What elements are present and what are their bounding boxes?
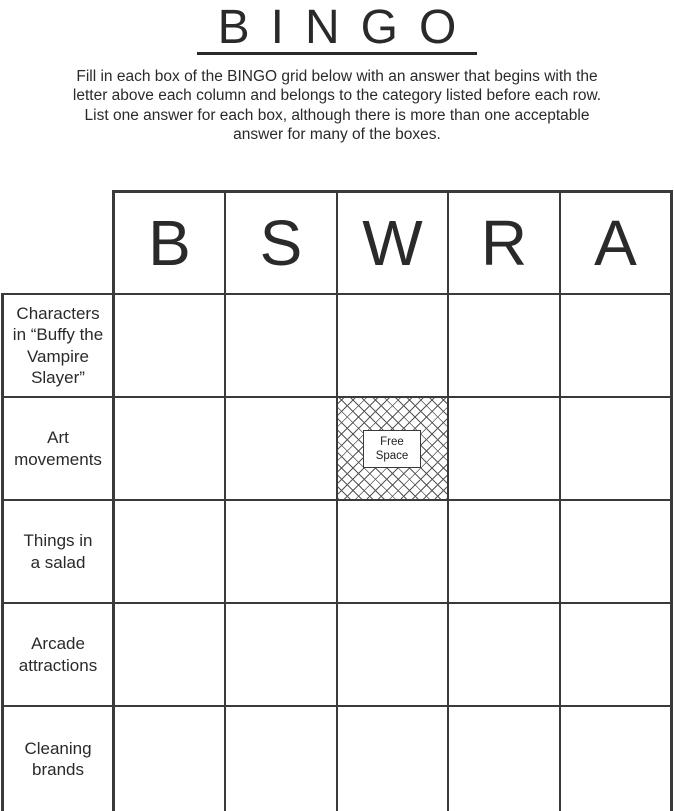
answer-cell[interactable] xyxy=(561,295,670,396)
column-header-r: R xyxy=(480,207,528,279)
answer-cell[interactable] xyxy=(449,398,559,499)
column-header-a: A xyxy=(594,207,637,279)
free-space-label: Free Space xyxy=(363,430,421,468)
bingo-title: BINGO xyxy=(197,4,478,55)
answer-cell[interactable] xyxy=(226,398,336,499)
answer-cell[interactable] xyxy=(561,501,670,602)
answer-cell[interactable] xyxy=(449,707,559,811)
row-label-text: Characters in “Buffy the Vampire Slayer” xyxy=(12,303,104,387)
answer-cell[interactable] xyxy=(115,501,224,602)
answer-cell[interactable] xyxy=(338,501,447,602)
answer-cell[interactable] xyxy=(115,295,224,396)
instructions: Fill in each box of the BINGO grid below with an answer that begins with the letter above each column and belongs to the category listed before each row. List one answer for each box, although there is more than one acceptable answer for many of the boxes. xyxy=(72,68,602,143)
column-header-w: W xyxy=(362,207,423,279)
answer-cell[interactable] xyxy=(226,604,336,705)
answer-cell[interactable] xyxy=(115,707,224,811)
column-header-s: S xyxy=(259,207,303,279)
answer-cell[interactable] xyxy=(561,398,670,499)
answer-cell[interactable] xyxy=(115,398,224,499)
row-label-cleaning-brands xyxy=(4,707,112,811)
answer-cell[interactable] xyxy=(115,604,224,705)
answer-cell[interactable] xyxy=(226,707,336,811)
answer-cell[interactable] xyxy=(338,604,447,705)
row-label-arcade-attractions xyxy=(4,604,112,705)
answer-cell[interactable] xyxy=(449,501,559,602)
answer-cell[interactable] xyxy=(561,604,670,705)
row-label-buffy-characters xyxy=(4,295,112,396)
page-title xyxy=(0,1,674,55)
row-label-text: Art movements xyxy=(14,428,102,469)
answer-cell[interactable] xyxy=(226,501,336,602)
row-label-text: Cleaning brands xyxy=(24,738,92,779)
row-label-text: Things in a salad xyxy=(23,531,93,572)
answer-cell[interactable] xyxy=(449,604,559,705)
answer-cell[interactable] xyxy=(449,295,559,396)
row-label-art-movements xyxy=(4,398,112,499)
column-header-b: B xyxy=(148,207,191,279)
answer-cell[interactable] xyxy=(338,707,447,811)
row-label-text: Arcade attractions xyxy=(18,634,98,675)
answer-cell[interactable] xyxy=(226,295,336,396)
answer-cell[interactable] xyxy=(561,707,670,811)
row-label-salad-things xyxy=(4,501,112,602)
answer-cell[interactable] xyxy=(338,295,447,396)
